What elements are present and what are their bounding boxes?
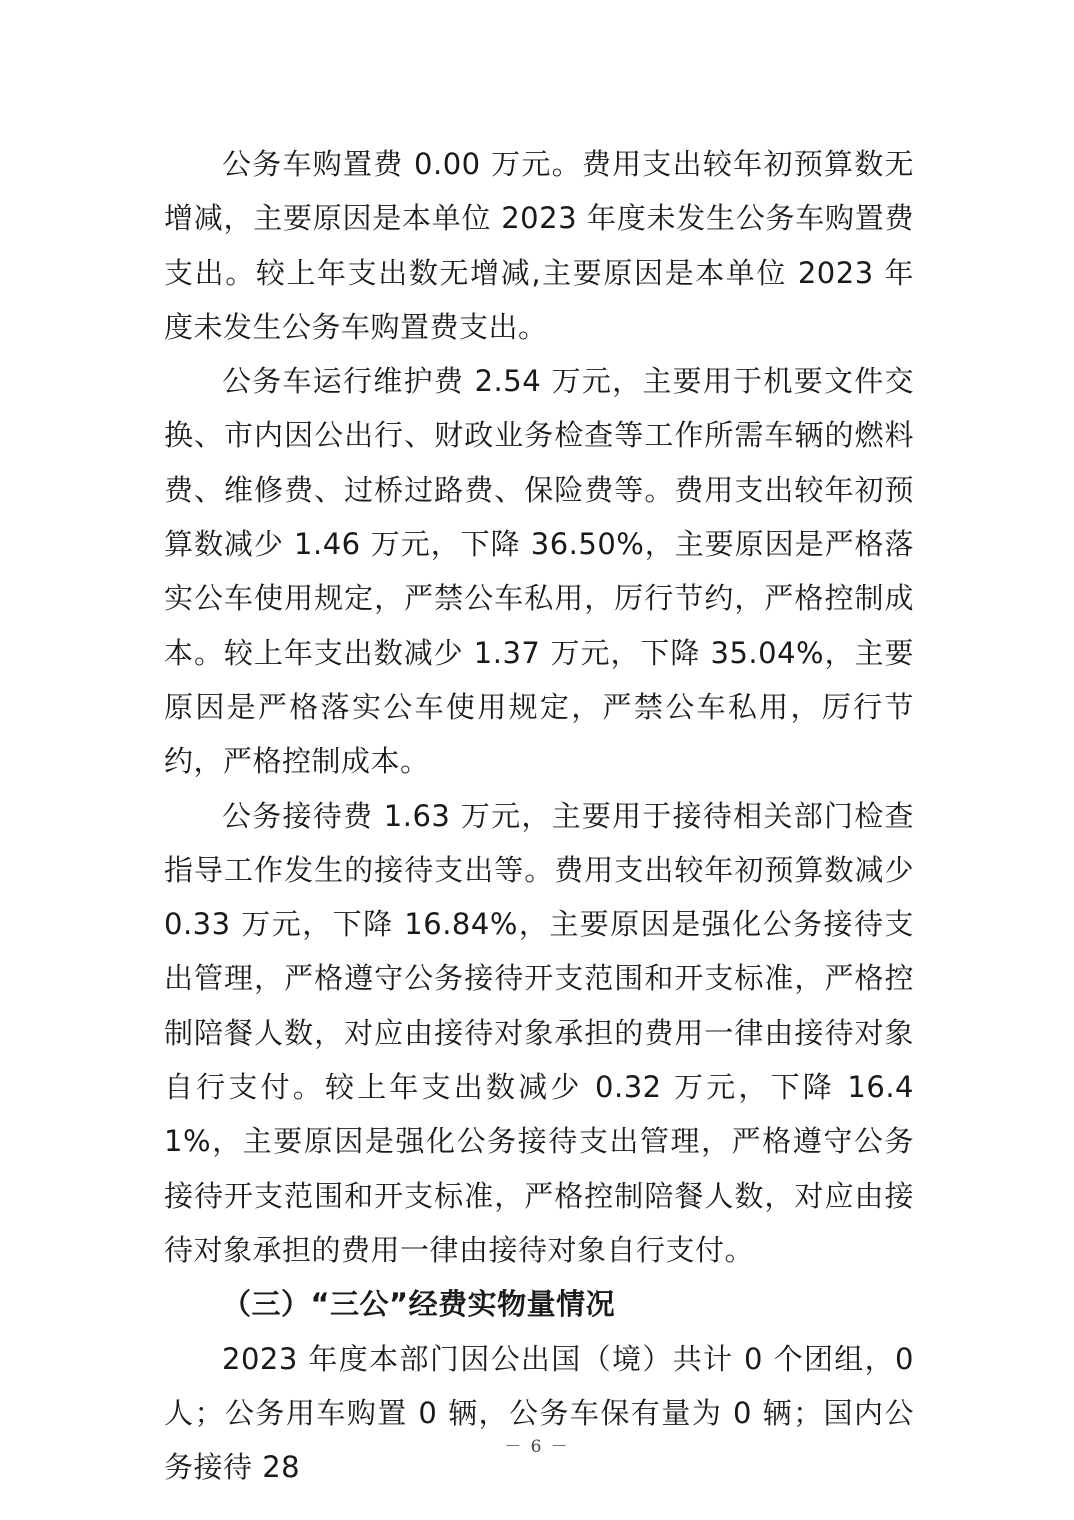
document-body — [164, 137, 914, 1494]
section-heading: （三）“三公”经费实物量情况 — [222, 1287, 616, 1322]
paragraph-vehicle-purchase: 公务车购置费 0.00 万元。费用支出较年初预算数无增减，主要原因是本单位 2023 年度未发生公务车购置费支出。较上年支出数无增减,主要原因是本单位 2023 年度未发生公务车购置费支出。 — [164, 147, 914, 344]
paragraph-reception: 公务接待费 1.63 万元，主要用于接待相关部门检查指导工作发生的接待支出等。费用支出较年初预算数减少 0.33 万元，下降 16.84%，主要原因是强化公务接待支出管理，严格遵守公务接待开支范围和开支标准，严格控制陪餐人数，对应由接待对象承担的费用一律由接待对象自行支付。较上年支出数减少 0.32 万元，下降 16.41%，主要原因是强化公务接待支出管理，严格遵守公务接待开支范围和开支标准，严格控制陪餐人数，对应由接待对象承担的费用一律由接待对象自行支付。 — [164, 798, 914, 1267]
paragraph-vehicle-maintenance: 公务车运行维护费 2.54 万元，主要用于机要文件交换、市内因公出行、财政业务检查等工作所需车辆的燃料费、维修费、过桥过路费、保险费等。费用支出较年初预算数减少 1.46 万元，下降 36.50%，主要原因是严格落实公车使用规定，严禁公车私用，厉行节约，严格控制成本。较上年支出数减少 1.37 万元，下降 35.04%，主要原因是严格落实公车使用规定，严禁公车私用，厉行节约，严格控制成本。 — [164, 364, 914, 779]
page-number: － 6 － — [504, 1437, 570, 1457]
paragraph-physical-quantity: 2023 年度本部门因公出国（境）共计 0 个团组，0 人；公务用车购置 0 辆，公务车保有量为 0 辆；国内公务接待 28 — [164, 1341, 914, 1485]
